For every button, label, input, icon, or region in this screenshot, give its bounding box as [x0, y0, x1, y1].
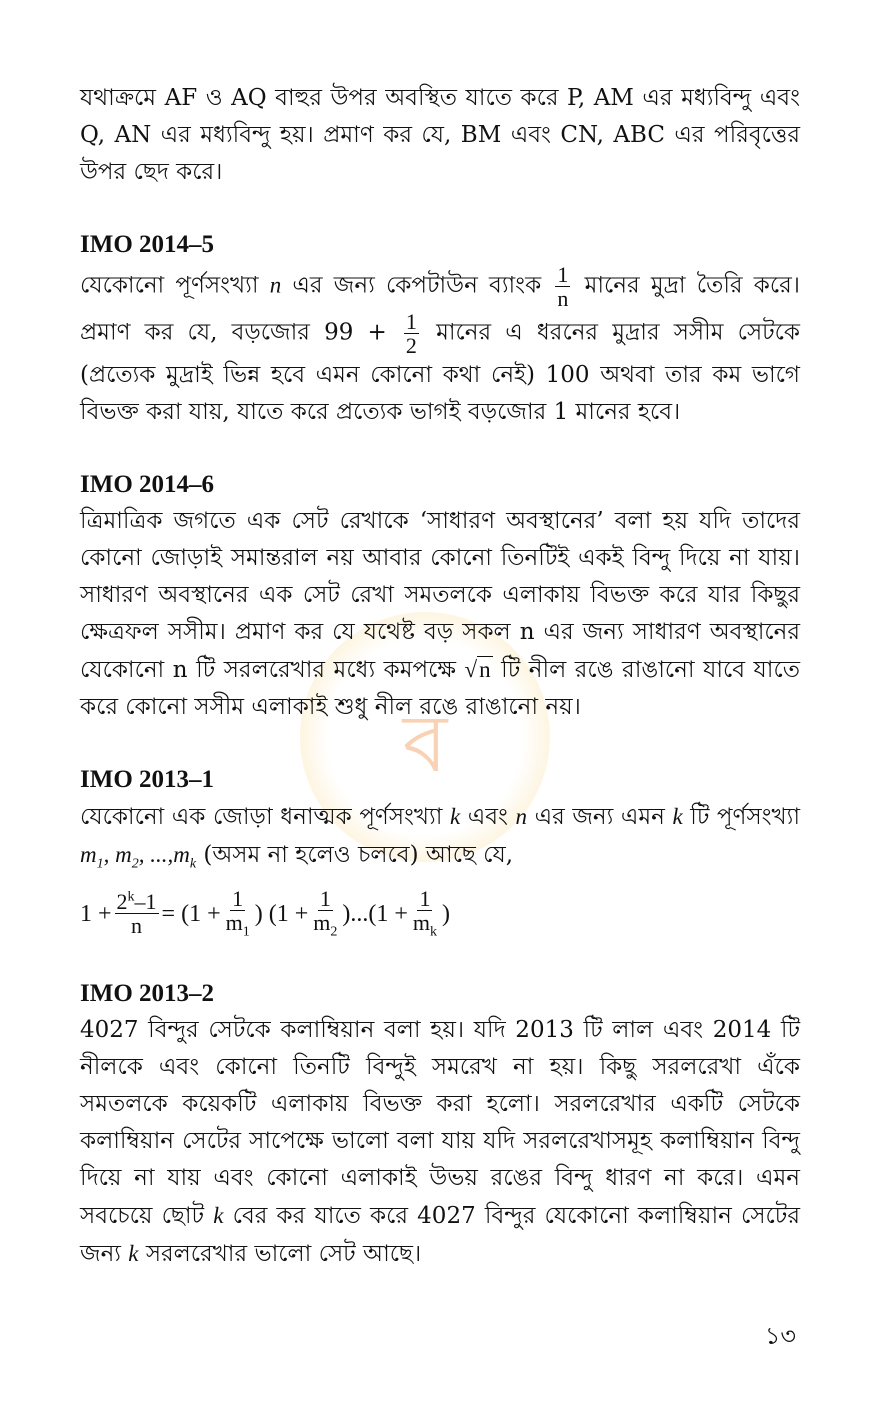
var-n: n: [269, 272, 282, 298]
watermark-glyph: ব: [402, 697, 448, 790]
fraction-lhs: [115, 890, 159, 937]
text-span: যেকোনো এক জোড়া ধনাত্মক পূর্ণসংখ্যা: [80, 804, 450, 831]
intro-text: যথাক্রমে AF ও AQ বাহুর উপর অবস্থিত যাতে করে P, AM এর মধ্যবিন্দু এবং Q, AN এর মধ্যবিন্দু হয়। প্রমাণ কর যে, BM এবং CN, ABC এর পরিবৃত্তের উপর ছেদ করে।: [80, 85, 800, 185]
formula-part: = (1 +: [161, 900, 221, 927]
den-m: m: [412, 910, 431, 936]
frac-num: [115, 890, 159, 914]
sqrt-n: √n: [464, 657, 491, 683]
fraction-1-over-n: [555, 263, 570, 310]
frac-den: [311, 911, 339, 940]
text-span: টি নীল রঙে রাঙানো যাবে যাতে করে কোনো সসীম এলাকাই শুধু নীল রঙে রাঙানো নয়।: [80, 657, 800, 721]
problem-body-2014-5: [80, 263, 800, 431]
text-span: এবং: [460, 804, 516, 831]
var-k: k: [213, 1203, 224, 1229]
frac-den: n: [131, 913, 143, 939]
sqrt-radicand: n: [479, 657, 491, 683]
formula-part: ): [442, 900, 451, 927]
frac-num: 1: [405, 309, 417, 335]
sequence-m: $m_1$, $m_2$, $...,m_k$: [80, 842, 197, 872]
seq-dots: , ...,: [138, 842, 174, 868]
seq-m2: m: [115, 842, 132, 868]
frac-num: 1: [319, 885, 331, 911]
num-base: 2: [116, 888, 128, 914]
num-tail: –1: [134, 888, 157, 914]
text-span: বের কর যাতে করে 4027 বিন্দুর যেকোনো কলাম্বিয়ান সেটের জন্য: [80, 1203, 800, 1268]
text-span: টি পূর্ণসংখ্যা: [682, 804, 800, 831]
text-span: যেকোনো পূর্ণসংখ্যা: [80, 272, 270, 299]
text-span: ত্রিমাত্রিক জগতে এক সেট রেখাকে ‘সাধারণ অবস্থানের’ বলা হয় যদি তাদের কোনো জোড়াই সমান্তরাল নয় আবার কোনো তিনটিই একই বিন্দু দিয়ে না যায়। সাধারণ অবস্থানের এক সেট রেখা সমতলকে এলাকায় বিভক্ত করে যার কিছুর ক্ষেত্রফল সসীম। প্রমাণ কর যে যথেষ্ট বড় সকল n এর জন্য সাধারণ অবস্থানের যেকোনো n টি সরলরেখার মধ্যে কমপক্ষে: [80, 508, 800, 684]
formula-part: )...(1 +: [342, 900, 408, 927]
seq-m1: m: [80, 842, 97, 868]
text-span: 4027 বিন্দুর সেটকে কলাম্বিয়ান বলা হয়। যদি 2013 টি লাল এবং 2014 টি নীলকে এবং কোনো তিনটি বিন্দুই সমরেখ না হয়। কিছু সরলরেখা এঁকে সমতলকে কয়েকটি এলাকায় বিভক্ত করা হলো। সরলরেখার একটি সেটকে কলাম্বিয়ান সেটের সাপেক্ষে ভালো বলা যায় যদি সরলরেখাসমূহ কলাম্বিয়ান বিন্দু দিয়ে না যায় এবং কোনো এলাকাই উভয় রঙের বিন্দু ধারণ না করে। এমন সবচেয়ে ছোট: [80, 1017, 800, 1230]
text-span: মানের এ ধরনের মুদ্রার সসীম সেটকে (প্রত্যেক মুদ্রাই ভিন্ন হবে এমন কোনো কথা নেই) 100 অথবা তার কম ভাগে বিভক্ত করা যায়, যাতে করে প্রত্যেক ভাগই বড়জোর 1 মানের হবে।: [80, 319, 801, 426]
var-n: n: [515, 804, 528, 830]
frac-num: 1: [557, 262, 569, 287]
problem-body-2013-2: [80, 1012, 800, 1273]
problem-body-2014-6: [80, 503, 800, 726]
den-sub: 1: [242, 924, 250, 940]
problem-body-2013-1: [80, 798, 800, 883]
problem-heading-2013-1: IMO 2013–1: [80, 766, 215, 794]
den-sub: k: [430, 924, 438, 940]
problem-heading-2014-6: IMO 2014–6: [80, 471, 215, 499]
formula-part: 1 +: [80, 900, 112, 927]
formula-2013-1: [80, 887, 800, 940]
frac-den: [411, 911, 439, 940]
num-sup: k: [127, 889, 135, 905]
den-m: m: [225, 910, 243, 936]
frac-den: n: [557, 286, 569, 312]
var-k: k: [449, 804, 461, 830]
frac-num: 1: [419, 885, 431, 911]
den-m: m: [313, 910, 331, 936]
var-k: k: [672, 804, 683, 830]
formula-part: ) (1 +: [254, 900, 309, 927]
frac-den: [224, 911, 252, 940]
problem-heading-2014-5: IMO 2014–5: [80, 231, 215, 258]
text-span: এর জন্য এমন: [527, 804, 673, 831]
intro-paragraph: [80, 80, 800, 191]
var-k: k: [128, 1241, 139, 1267]
text-span: (অসম না হলেও চলবে) আছে যে,: [196, 842, 514, 869]
sub-1: 1: [96, 856, 104, 872]
fraction-1-over-m2: [311, 887, 339, 940]
text-span: প্রমাণ কর যে, বড়জোর 99 +: [80, 319, 401, 346]
page-number: ১৩: [764, 1322, 796, 1350]
den-sub: 2: [330, 924, 338, 940]
fraction-1-over-mk: [411, 887, 439, 940]
text-span: এর জন্য কেপটাউন ব্যাংক: [281, 272, 553, 299]
frac-num: 1: [232, 885, 244, 911]
sub-k: k: [189, 856, 197, 872]
frac-den: 2: [405, 333, 417, 359]
page-content: [80, 80, 800, 1273]
text-span: সরলরেখার ভালো সেট আছে।: [138, 1241, 422, 1268]
fraction-1-over-m1: [224, 887, 252, 940]
text-span: মানের মুদ্রা তৈরি করে।: [573, 272, 800, 299]
sub-2: 2: [131, 856, 139, 872]
seq-mk: m: [173, 842, 190, 868]
problem-heading-2013-2: IMO 2013–2: [80, 980, 215, 1008]
fraction-1-over-2: [404, 310, 419, 357]
